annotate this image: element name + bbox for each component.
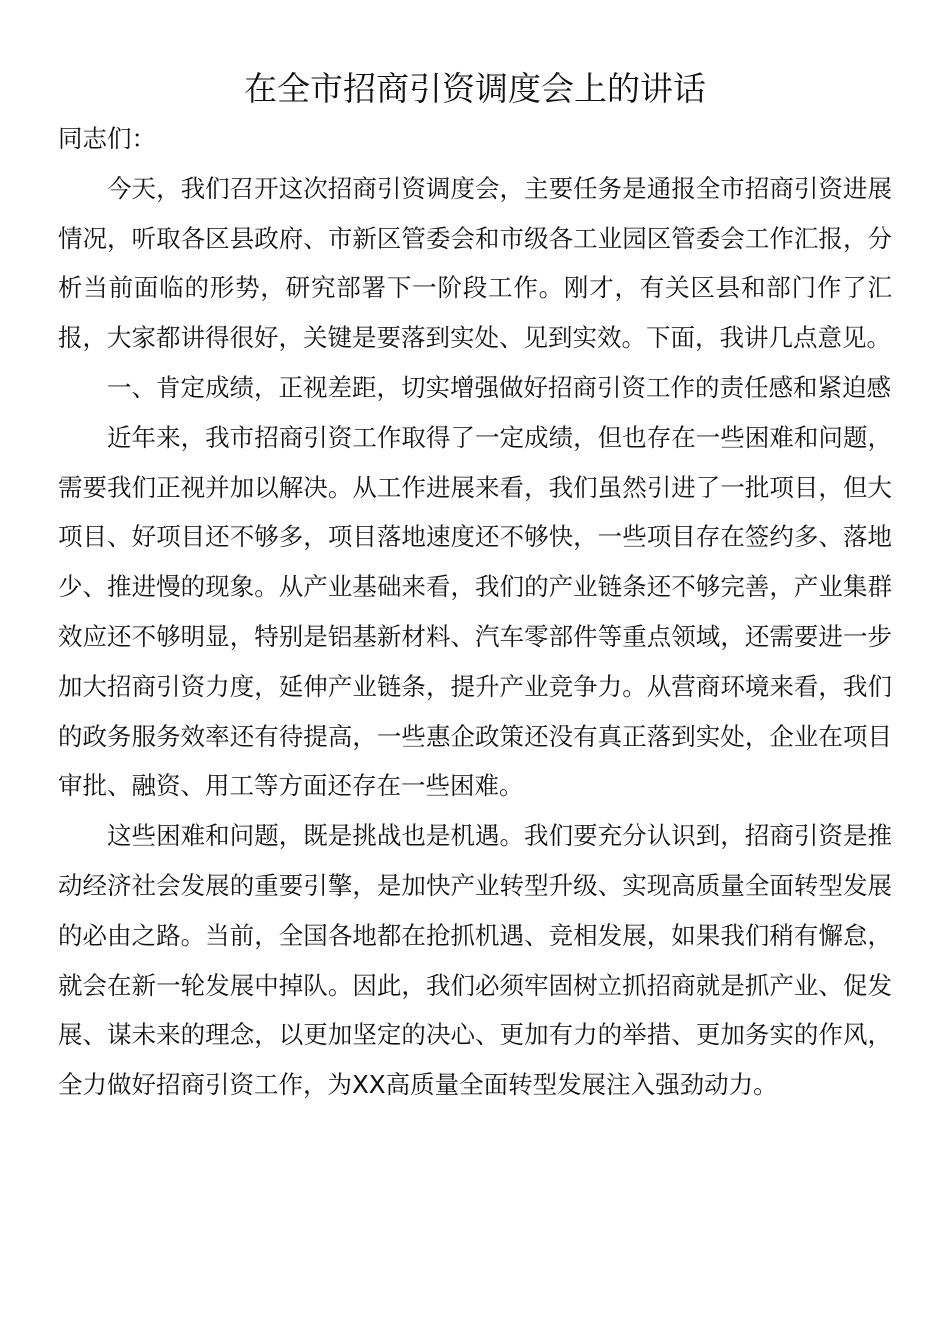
document-title: 在全市招商引资调度会上的讲话 <box>244 69 706 108</box>
paragraph-opening: 今天，我们召开这次招商引资调度会，主要任务是通报全市招商引资进展情况，听取各区县政府、市新区管委会和市级各工业园区管委会工作汇报，分析当前面临的形势，研究部署下一阶段工作。刚才，有关区县和部门作了汇报，大家都讲得很好，关键是要落到实处、见到实效。下面，我讲几点意见。 <box>58 173 892 353</box>
section-heading-1: 一、肯定成绩，正视差距，切实增强做好招商引资工作的责任感和紧迫感 <box>107 372 891 402</box>
paragraph-challenges: 这些困难和问题，既是挑战也是机遇。我们要充分认识到，招商引资是推动经济社会发展的重要引擎，是加快产业转型升级、实现高质量全面转型发展的必由之路。当前，全国各地都在抢抓机遇、竞相发展，如果我们稍有懈怠，就会在新一轮发展中掉队。因此，我们必须牢固树立抓招商就是抓产业、促发展、谋未来的理念，以更加坚定的决心、更加有力的举措、更加务实的作风，全力做好招商引资工作，为XX高质量全面转型发展注入强劲动力。 <box>58 821 892 1100</box>
paragraph-achievements: 近年来，我市招商引资工作取得了一定成绩，但也存在一些困难和问题，需要我们正视并加以解决。从工作进展来看，我们虽然引进了一批项目，但大项目、好项目还不够多，项目落地速度还不够快，一些项目存在签约多、落地少、推进慢的现象。从产业基础来看，我们的产业链条还不够完善，产业集群效应还不够明显，特别是铝基新材料、汽车零部件等重点领域，还需要进一步加大招商引资力度，延伸产业链条，提升产业竞争力。从营商环境来看，我们的政务服务效率还有待提高，一些惠企政策还没有真正落到实处，企业在项目审批、融资、用工等方面还存在一些困难。 <box>58 422 892 801</box>
document-body <box>58 114 892 1110</box>
salutation: 同志们： <box>58 124 156 153</box>
